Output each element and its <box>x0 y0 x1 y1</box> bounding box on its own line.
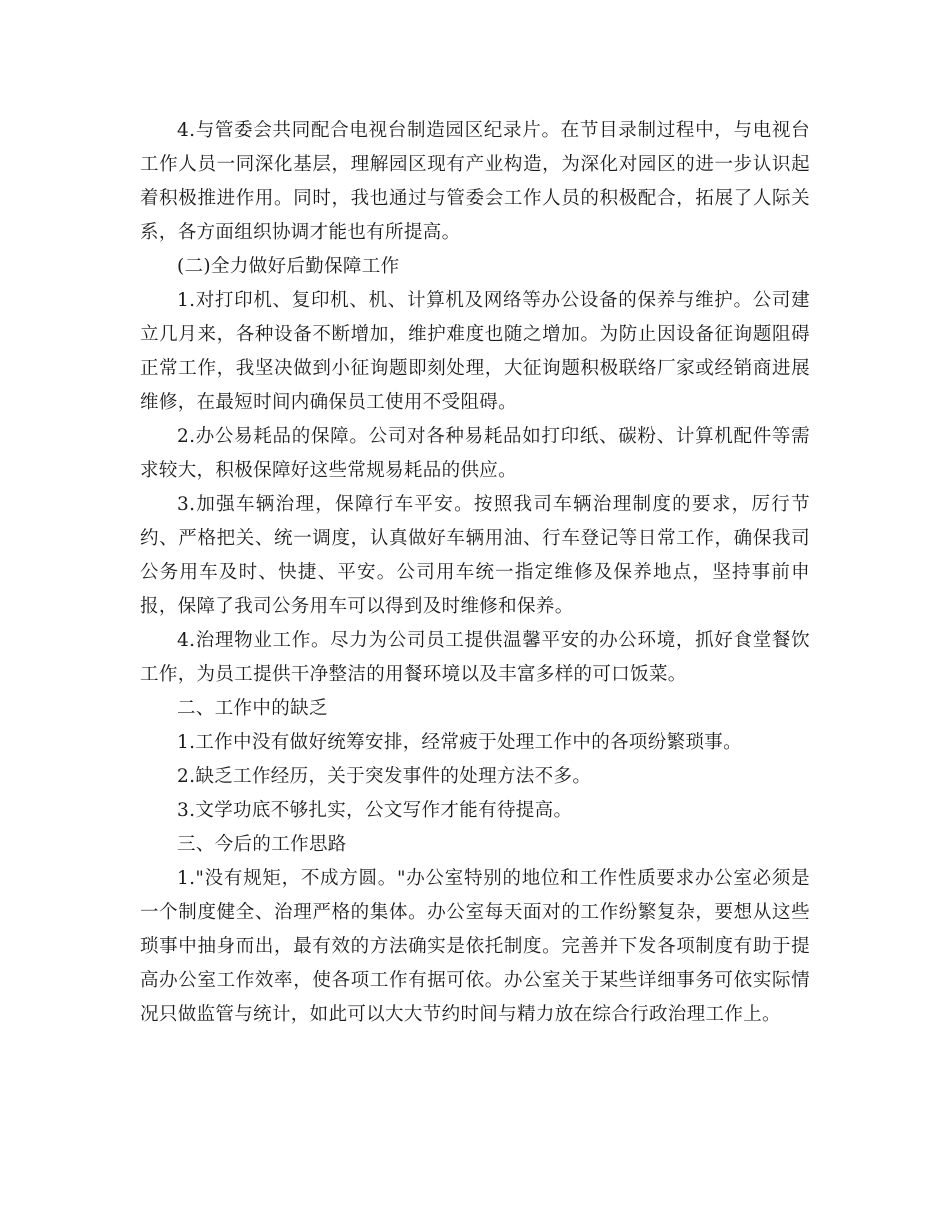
paragraph-shortcoming-planning: 1.工作中没有做好统筹安排，经常疲于处理工作中的各项纷繁琐事。 <box>177 732 743 753</box>
paragraph-vehicle-management: 3.加强车辆治理，保障行车平安。按照我司车辆治理制度的要求，厉行节约、严格把关、统一调度，认真做好车辆用油、行车登记等日常工作，确保我司公务用车及时、快捷、平安。公司用车统一指定维修及保养地点，坚持事前申报，保障了我司公务用车可以得到及时维修和保养。 <box>140 494 810 617</box>
paragraph-consumables: 2.办公易耗品的保障。公司对各种易耗品如打印纸、碳粉、计算机配件等需求较大，积极保障好这些常规易耗品的供应。 <box>140 426 810 481</box>
paragraph-shortcoming-writing: 3.文学功底不够扎实，公文写作才能有待提高。 <box>177 800 573 821</box>
paragraph-equipment-maintenance: 1.对打印机、复印机、机、计算机及网络等办公设备的保养与维护。公司建立几月来，各种设备不断增加，维护难度也随之增加。为防止因设备征询题阻碍正常工作，我坚决做到小征询题即刻处理，大征询题积极联络厂家或经销商进展维修，在最短时间内确保员工使用不受阻碍。 <box>140 290 810 413</box>
paragraph-property-management: 4.治理物业工作。尽力为公司员工提供温馨平安的办公环境，抓好食堂餐饮工作，为员工提供干净整洁的用餐环境以及丰富多样的可口饭菜。 <box>140 630 810 685</box>
section-heading-future-plans: 三、今后的工作思路 <box>177 834 347 855</box>
section-heading-logistics: (二)全力做好后勤保障工作 <box>177 256 400 277</box>
document-body <box>140 114 810 1032</box>
paragraph-tv-documentary: 4.与管委会共同配合电视台制造园区纪录片。在节目录制过程中，与电视台工作人员一同深化基层，理解园区现有产业构造，为深化对园区的进一步认识起着积极推进作用。同时，我也通过与管委会工作人员的积极配合，拓展了人际关系，各方面组织协调才能也有所提高。 <box>140 120 810 243</box>
section-heading-shortcomings: 二、工作中的缺乏 <box>177 698 328 719</box>
paragraph-shortcoming-experience: 2.缺乏工作经历，关于突发事件的处理方法不多。 <box>177 766 592 787</box>
paragraph-rules-and-systems: 1."没有规矩，不成方圆。"办公室特别的地位和工作性质要求办公室必须是一个制度健全、治理严格的集体。办公室每天面对的工作纷繁复杂，要想从这些琐事中抽身而出，最有效的方法确实是依托制度。完善并下发各项制度有助于提高办公室工作效率，使各项工作有据可依。办公室关于某些详细事务可依实际情况只做监管与统计，如此可以大大节约时间与精力放在综合行政治理工作上。 <box>140 868 810 1025</box>
